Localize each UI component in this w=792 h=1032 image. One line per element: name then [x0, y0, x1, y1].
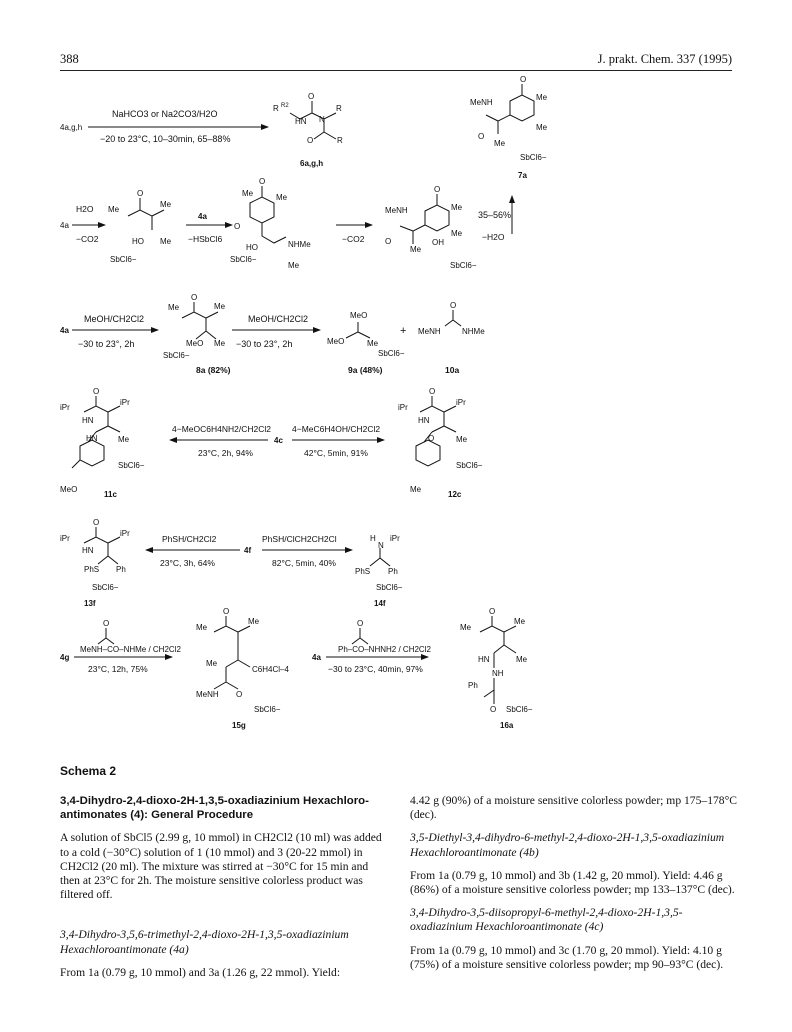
- r6-start-right: 4a: [312, 653, 321, 662]
- row-2: [60, 177, 512, 270]
- svg-text:HN: HN: [82, 546, 94, 555]
- r4-cond-right: 42°C, 5min, 91%: [304, 448, 368, 458]
- svg-text:PhS: PhS: [84, 565, 100, 574]
- svg-text:Me: Me: [536, 93, 548, 102]
- r6-counterion-right: SbCl6−: [506, 705, 533, 714]
- svg-text:Me: Me: [160, 200, 172, 209]
- r2-counterion-2: SbCl6−: [230, 255, 257, 264]
- svg-text:Me: Me: [214, 302, 226, 311]
- compound-4c-title: 3,4-Dihydro-3,5-diisopropyl-6-methyl-2,4-dioxo-2H-1,3,5-oxadiazinium Hexachloroantimonate (4c): [410, 906, 683, 934]
- svg-text:iPr: iPr: [456, 398, 466, 407]
- svg-text:O: O: [520, 75, 527, 84]
- svg-text:iPr: iPr: [60, 403, 70, 412]
- r3-reagent: MeOH/CH2Cl2: [84, 314, 145, 324]
- r4-reagent-left: 4−MeOC6H4NH2/CH2Cl2: [172, 424, 271, 434]
- r3-counterion-2: SbCl6−: [378, 349, 405, 358]
- r3-reagent2: MeOH/CH2Cl2: [248, 314, 309, 324]
- svg-text:MeO: MeO: [60, 485, 78, 494]
- svg-text:O: O: [236, 690, 243, 699]
- svg-text:O: O: [429, 387, 436, 396]
- r2-h2o: H2O: [76, 204, 94, 214]
- svg-text:R: R: [336, 104, 342, 113]
- r5-cond-left: 23°C, 3h, 64%: [160, 558, 215, 568]
- svg-text:O: O: [259, 177, 266, 186]
- structure-9a: [327, 311, 379, 348]
- structure-12c: [398, 387, 468, 494]
- svg-text:Ph: Ph: [388, 567, 398, 576]
- r1-conditions: −20 to 23°C, 10–30min, 65–88%: [100, 134, 231, 144]
- compound-4b-title: 3,5-Diethyl-3,4-dihydro-6-methyl-2,4-dioxo-2H-1,3,5-oxadiazinium Hexachloroantimonate (4b): [410, 831, 725, 859]
- svg-text:R2: R2: [281, 103, 289, 109]
- r6-cond-right: −30 to 23°C, 40min, 97%: [328, 664, 423, 674]
- svg-text:Me: Me: [168, 303, 180, 312]
- svg-text:HN: HN: [295, 117, 307, 126]
- svg-text:O: O: [307, 136, 314, 145]
- r5-cond-right: 82°C, 5min, 40%: [272, 558, 336, 568]
- svg-text:Me: Me: [451, 203, 463, 212]
- row-1: [60, 75, 548, 180]
- compound-4a-title: 3,4-Dihydro-3,5,6-trimethyl-2,4-dioxo-2H-1,3,5-oxadiazinium Hexachloroantimonate (4a): [60, 928, 349, 956]
- svg-text:HO: HO: [246, 243, 258, 252]
- svg-text:NHMe: NHMe: [462, 327, 485, 336]
- svg-text:Me: Me: [516, 655, 528, 664]
- svg-text:HN: HN: [86, 434, 98, 443]
- r4-counterion-left: SbCl6−: [118, 461, 145, 470]
- svg-text:NH: NH: [492, 669, 504, 678]
- svg-text:Me: Me: [276, 193, 288, 202]
- r3-conditions: −30 to 23°, 2h: [78, 339, 135, 349]
- compound-4a-continued: 4.42 g (90%) of a moisture sensitive colorless powder; mp 175–178°C (dec).: [410, 794, 737, 822]
- label-10a: 10a: [445, 365, 460, 375]
- svg-text:Me: Me: [248, 617, 260, 626]
- svg-text:NHMe: NHMe: [288, 240, 311, 249]
- svg-text:MeNH: MeNH: [470, 98, 493, 107]
- label-15g: 15g: [232, 721, 246, 730]
- svg-text:HN: HN: [418, 416, 430, 425]
- row-3: [60, 293, 485, 375]
- svg-text:PhS: PhS: [355, 567, 371, 576]
- row-5: [60, 518, 403, 608]
- svg-text:O: O: [93, 518, 100, 527]
- svg-text:MeNH: MeNH: [196, 690, 219, 699]
- svg-text:C6H4Cl–4: C6H4Cl–4: [252, 665, 289, 674]
- r2-h2o-loss: −H2O: [482, 232, 505, 242]
- svg-text:O: O: [234, 222, 241, 231]
- r4-center: 4c: [274, 436, 283, 445]
- svg-text:Me: Me: [108, 205, 120, 214]
- svg-text:O: O: [223, 607, 230, 616]
- row-4: [60, 387, 483, 499]
- svg-text:iPr: iPr: [120, 398, 130, 407]
- label-11c: 11c: [104, 490, 117, 499]
- svg-text:OH: OH: [432, 238, 444, 247]
- r1-start-label: 4a,g,h: [60, 123, 83, 132]
- svg-text:Me: Me: [242, 189, 254, 198]
- svg-text:Me: Me: [367, 339, 379, 348]
- r2-hsbcl6: −HSbCl6: [188, 234, 223, 244]
- structure-hydrazide-reagent: [352, 619, 368, 644]
- structure-urea-cation: [108, 189, 172, 246]
- svg-text:Me: Me: [536, 123, 548, 132]
- svg-text:R: R: [337, 136, 343, 145]
- r3-counterion-1: SbCl6−: [163, 351, 190, 360]
- svg-text:Me: Me: [451, 229, 463, 238]
- label-6agh: 6a,g,h: [300, 159, 324, 168]
- r2-mid-reagent: 4a: [198, 212, 207, 221]
- r6-start-left: 4g: [60, 653, 70, 662]
- svg-text:MeNH: MeNH: [385, 206, 408, 215]
- r4-cond-left: 23°C, 2h, 94%: [198, 448, 253, 458]
- svg-text:iPr: iPr: [120, 529, 130, 538]
- label-7a: 7a: [518, 171, 527, 180]
- svg-text:R: R: [273, 104, 279, 113]
- structure-7a: [470, 75, 548, 148]
- structure-13f: [60, 518, 130, 574]
- r2-counterion-1: SbCl6−: [110, 255, 137, 264]
- svg-text:N: N: [378, 541, 384, 550]
- label-14f: 14f: [374, 599, 386, 608]
- r5-reagent-right: PhSH/ClCH2CH2Cl: [262, 534, 337, 544]
- svg-text:iPr: iPr: [60, 534, 70, 543]
- r6-cond-left: 23°C, 12h, 75%: [88, 664, 148, 674]
- r4-counterion-right: SbCl6−: [456, 461, 483, 470]
- svg-text:O: O: [428, 434, 435, 443]
- structure-urea-reagent: [98, 619, 114, 644]
- label-9a: 9a (48%): [348, 365, 383, 375]
- r3-plus: +: [400, 325, 407, 337]
- r5-counterion-right: SbCl6−: [376, 583, 403, 592]
- structure-cyclic: [385, 185, 463, 254]
- svg-text:iPr: iPr: [390, 534, 400, 543]
- structure-16a: [460, 607, 528, 714]
- r2-start-label: 4a: [60, 221, 69, 230]
- svg-text:O: O: [489, 607, 496, 616]
- svg-text:O: O: [191, 293, 198, 302]
- svg-text:Ph: Ph: [116, 565, 126, 574]
- r2-yield: 35–56%: [478, 210, 512, 220]
- svg-text:O: O: [103, 619, 110, 628]
- svg-text:iPr: iPr: [398, 403, 408, 412]
- svg-text:Me: Me: [206, 659, 218, 668]
- svg-text:Me: Me: [410, 245, 422, 254]
- label-12c: 12c: [448, 490, 462, 499]
- r5-center: 4f: [244, 546, 252, 555]
- journal-citation: J. prakt. Chem. 337 (1995): [597, 52, 732, 66]
- svg-text:O: O: [308, 92, 315, 101]
- svg-text:O: O: [434, 185, 441, 194]
- svg-text:Ph: Ph: [468, 681, 478, 690]
- structure-6: [273, 92, 343, 145]
- structure-11c: [60, 387, 130, 494]
- r1-counterion: SbCl6−: [520, 153, 547, 162]
- row-6: [60, 607, 533, 730]
- compound-4b-body: From 1a (0.79 g, 10 mmol) and 3b (1.42 g, 20 mmol). Yield: 4.46 g (86%) of a moisture sensitive colorless powder; mp 133–137°C (dec).: [410, 868, 735, 897]
- svg-text:N: N: [319, 115, 325, 124]
- r4-reagent-right: 4−MeC6H4OH/CH2Cl2: [292, 424, 381, 434]
- svg-text:O: O: [450, 301, 457, 310]
- svg-text:HN: HN: [82, 416, 94, 425]
- structure-15g: [196, 607, 289, 699]
- svg-text:Me: Me: [288, 261, 300, 270]
- svg-text:MeO: MeO: [327, 337, 345, 346]
- svg-text:O: O: [385, 237, 392, 246]
- structure-14f: [355, 534, 400, 576]
- r2-co2: −CO2: [76, 234, 99, 244]
- compound-4a-body: From 1a (0.79 g, 10 mmol) and 3a (1.26 g, 22 mmol). Yield:: [60, 965, 341, 979]
- structure-10a: [418, 301, 485, 336]
- svg-text:MeNH: MeNH: [418, 327, 441, 336]
- r6-counterion-mid: SbCl6−: [254, 705, 281, 714]
- svg-text:O: O: [357, 619, 364, 628]
- svg-text:MeO: MeO: [350, 311, 368, 320]
- svg-text:Me: Me: [410, 485, 422, 494]
- svg-text:Me: Me: [118, 435, 130, 444]
- page-number: 388: [60, 52, 79, 66]
- svg-text:O: O: [478, 132, 485, 141]
- svg-text:Me: Me: [160, 237, 172, 246]
- r6-reagent-right: Ph–CO–NHNH2 / CH2Cl2: [338, 645, 431, 654]
- label-8a: 8a (82%): [196, 365, 231, 375]
- r2-counterion-3: SbCl6−: [450, 261, 477, 270]
- general-procedure-body: A solution of SbCl5 (2.99 g, 10 mmol) in CH2Cl2 (10 ml) was added to a cold (−30°C) solution of 1 (10 mmol) and 3 (20-22 mmol) in CH2Cl2 (20 ml). The mixture was stirred at −30°C for 15 min and then at 23°C for 2h. The moisture sensitive colorless product was filtered off.: [60, 831, 382, 902]
- r5-reagent-left: PhSH/CH2Cl2: [162, 534, 217, 544]
- r3-start-label: 4a: [60, 326, 69, 335]
- scheme-caption: Schema 2: [60, 764, 117, 778]
- general-procedure-title: 3,4-Dihydro-2,4-dioxo-2H-1,3,5-oxadiazinium Hexachloro-antimonates (4): General Procedure: [60, 795, 369, 822]
- svg-text:Me: Me: [214, 339, 226, 348]
- svg-text:O: O: [93, 387, 100, 396]
- svg-text:HN: HN: [478, 655, 490, 664]
- svg-text:Me: Me: [196, 623, 208, 632]
- right-column: [410, 794, 740, 981]
- svg-text:Me: Me: [456, 435, 468, 444]
- r6-reagent-left: MeNH–CO–NHMe / CH2Cl2: [80, 645, 181, 654]
- svg-text:Me: Me: [460, 623, 472, 632]
- r3-conditions2: −30 to 23°, 2h: [236, 339, 293, 349]
- r5-counterion-left: SbCl6−: [92, 583, 119, 592]
- r2-co2b: −CO2: [342, 234, 365, 244]
- r1-reagent: NaHCO3 or Na2CO3/H2O: [112, 109, 218, 119]
- svg-text:HO: HO: [132, 237, 144, 246]
- svg-text:MeO: MeO: [186, 339, 204, 348]
- svg-text:H: H: [370, 534, 376, 543]
- label-13f: 13f: [84, 599, 96, 608]
- svg-text:Me: Me: [494, 139, 506, 148]
- svg-text:Me: Me: [514, 617, 526, 626]
- svg-text:O: O: [137, 189, 144, 198]
- left-column: [60, 794, 390, 989]
- label-16a: 16a: [500, 721, 514, 730]
- compound-4c-body: From 1a (0.79 g, 10 mmol) and 3c (1.70 g, 20 mmol). Yield: 4.10 g (75%) of a moisture sensitive colorless powder; mp 90–93°C (dec).: [410, 943, 724, 971]
- structure-8a: [168, 293, 226, 348]
- svg-text:O: O: [490, 705, 497, 714]
